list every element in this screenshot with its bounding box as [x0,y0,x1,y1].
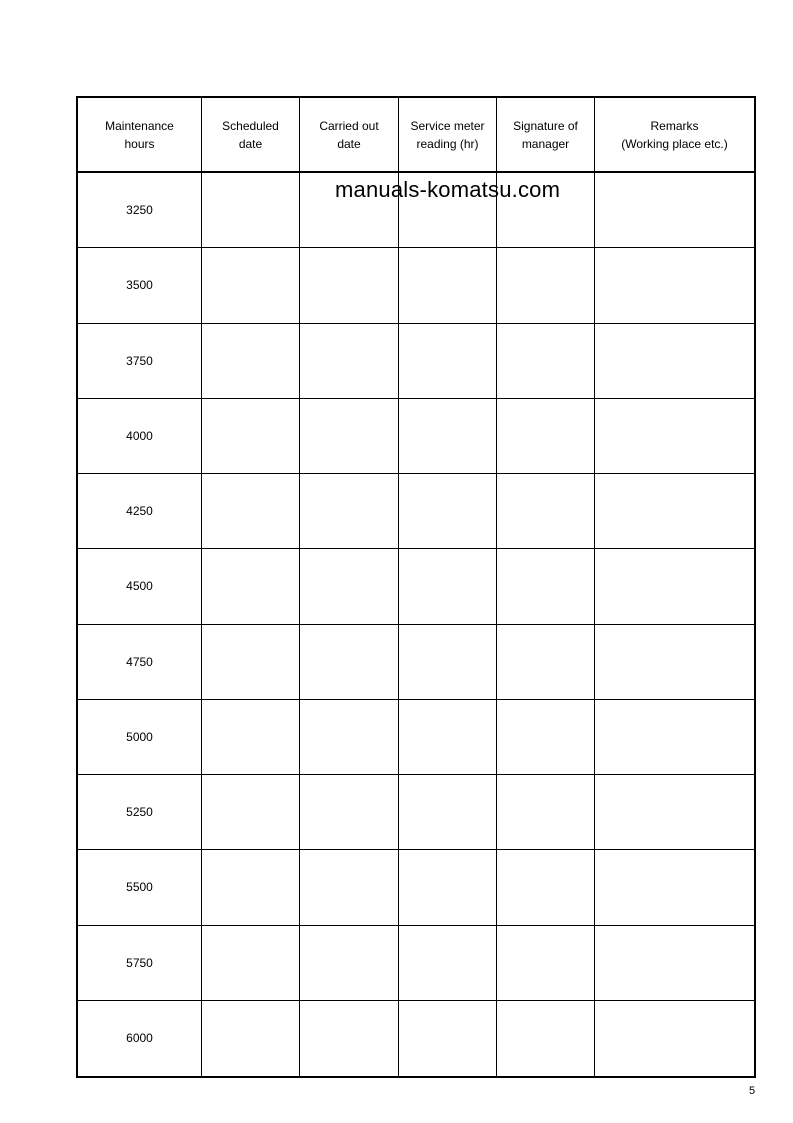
carried-out-date-cell [300,248,399,323]
maintenance-hours-cell: 5250 [78,775,202,850]
signature-cell [497,700,595,775]
maintenance-hours-cell: 5750 [78,926,202,1001]
header-line: reading (hr) [416,137,479,151]
maintenance-hours-cell: 3500 [78,248,202,323]
header-line: manager [521,137,570,151]
header-scheduled-date [202,98,300,173]
carried-out-date-cell [300,850,399,925]
maintenance-hours-cell: 3750 [78,324,202,399]
signature-cell [497,248,595,323]
service-meter-cell [399,248,497,323]
maintenance-hours-cell: 5500 [78,850,202,925]
scheduled-date-cell [202,775,300,850]
scheduled-date-cell [202,399,300,474]
signature-cell [497,474,595,549]
scheduled-date-cell [202,248,300,323]
maintenance-hours-cell: 3250 [78,173,202,248]
carried-out-date-cell [300,399,399,474]
signature-cell [497,850,595,925]
carried-out-date-cell [300,474,399,549]
header-line: Signature of [513,119,578,133]
signature-cell [497,399,595,474]
header-line: Maintenance [105,119,174,133]
remarks-cell [595,399,754,474]
service-meter-cell [399,850,497,925]
service-meter-cell [399,625,497,700]
header-carried-out-date [300,98,399,173]
watermark-text: manuals-komatsu.com [335,177,561,202]
header-service-meter-reading [399,98,497,173]
signature-cell [497,926,595,1001]
service-meter-cell [399,549,497,624]
header-line: Service meter [410,119,485,133]
remarks-cell [595,1001,754,1076]
remarks-cell [595,324,754,399]
scheduled-date-cell [202,926,300,1001]
remarks-cell [595,926,754,1001]
carried-out-date-cell [300,1001,399,1076]
service-meter-cell [399,1001,497,1076]
header-signature-of-manager [497,98,595,173]
scheduled-date-cell [202,474,300,549]
carried-out-date-cell [300,549,399,624]
remarks-cell [595,173,754,248]
header-remarks [595,98,754,173]
header-line: Remarks [650,119,699,133]
service-meter-cell [399,399,497,474]
service-meter-cell [399,324,497,399]
maintenance-hours-cell: 5000 [78,700,202,775]
scheduled-date-cell [202,324,300,399]
remarks-cell [595,625,754,700]
remarks-cell [595,850,754,925]
remarks-cell [595,700,754,775]
header-line: Scheduled [222,119,279,133]
maintenance-hours-cell: 4250 [78,474,202,549]
scheduled-date-cell [202,1001,300,1076]
header-line: date [337,137,361,151]
maintenance-hours-cell: 4000 [78,399,202,474]
scheduled-date-cell [202,850,300,925]
scheduled-date-cell [202,700,300,775]
carried-out-date-cell [300,700,399,775]
service-meter-cell [399,474,497,549]
remarks-cell [595,474,754,549]
service-meter-cell [399,775,497,850]
header-line: date [238,137,263,151]
remarks-cell [595,248,754,323]
scheduled-date-cell [202,625,300,700]
signature-cell [497,775,595,850]
signature-cell [497,324,595,399]
signature-cell [497,549,595,624]
scheduled-date-cell [202,549,300,624]
signature-cell [497,625,595,700]
carried-out-date-cell [300,324,399,399]
remarks-cell [595,549,754,624]
remarks-cell [595,775,754,850]
scheduled-date-cell [202,173,300,248]
maintenance-hours-cell: 6000 [78,1001,202,1076]
maintenance-hours-cell: 4750 [78,625,202,700]
service-meter-cell [399,926,497,1001]
header-line: hours [124,137,155,151]
header-line: Carried out [319,119,379,133]
signature-cell [497,1001,595,1076]
page-number: 5 [749,1085,756,1097]
maintenance-record-table [76,96,756,1078]
maintenance-hours-cell: 4500 [78,549,202,624]
carried-out-date-cell [300,775,399,850]
service-meter-cell [399,700,497,775]
header-maintenance-hours [78,98,202,173]
header-line: (Working place etc.) [621,137,728,151]
carried-out-date-cell [300,625,399,700]
carried-out-date-cell [300,926,399,1001]
